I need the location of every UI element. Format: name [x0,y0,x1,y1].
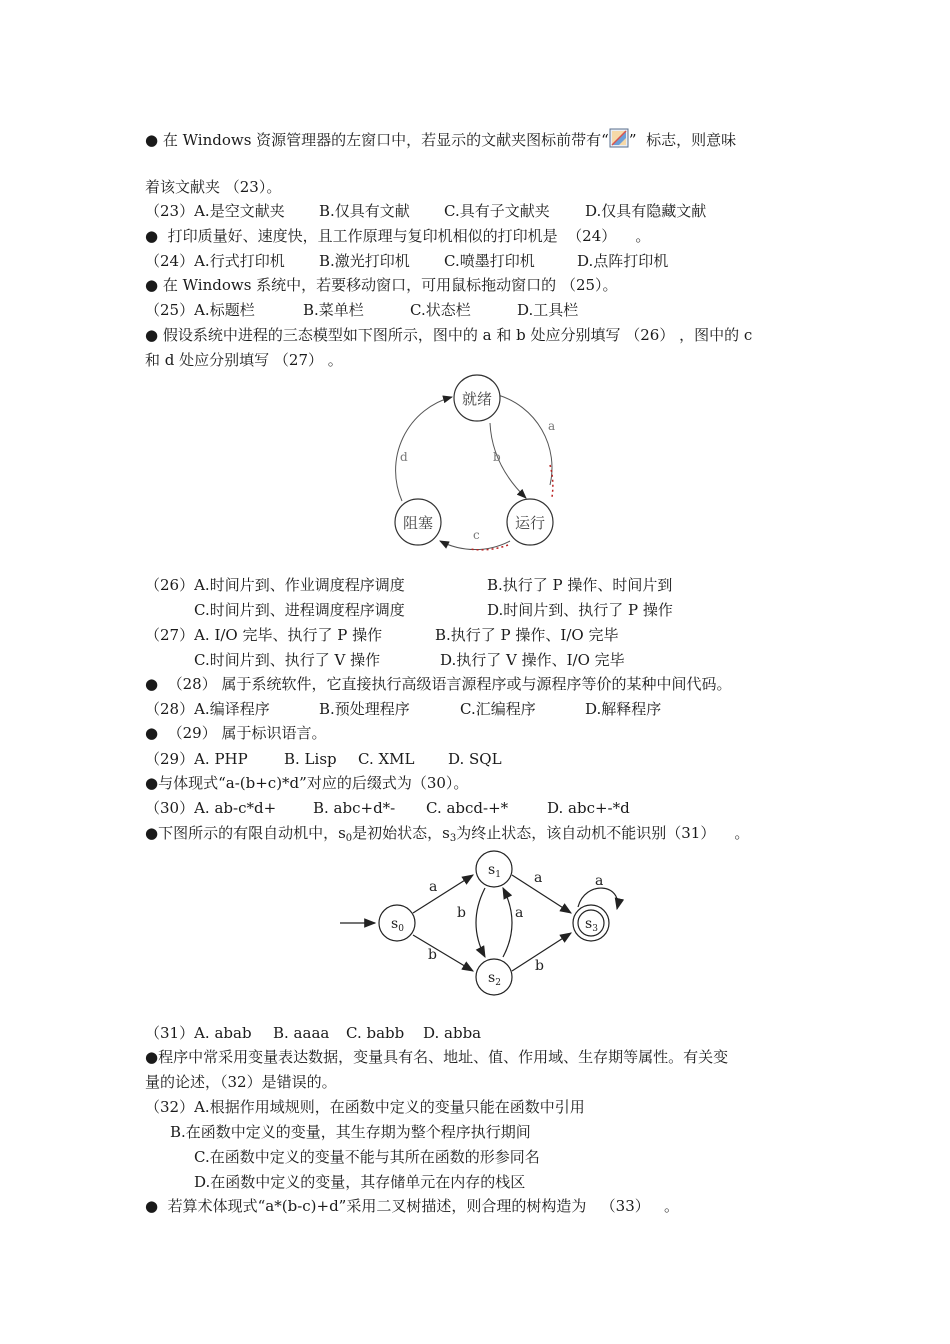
q23-option-c: C.具有子文献夹 [444,202,550,220]
q31-stem-part1: ●下图所示的有限自动机中，s [145,824,346,842]
q31-option-c: C. babb [346,1024,405,1042]
q30-option-c: C. abcd-+* [426,799,509,817]
q28-option-a: （28）A.编译程序 [145,700,270,718]
q31-option-d: D. abba [423,1024,482,1042]
q33-stem: ● 若算术体现式“a*(b-c)+d”采用二叉树描述，则合理的树构造为 （33） 。 [145,1197,680,1215]
q30-option-b: B. abc+d*- [313,799,396,817]
edge-s3-loop-label: a [595,873,604,889]
q28-option-c: C.汇编程序 [460,700,536,718]
q28-option-d: D.解释程序 [585,700,662,718]
process-state-diagram [380,365,580,555]
state-s3-label: $s_3$ [585,916,598,934]
q31-stem-part3: 为终止状态，该自动机不能识别（31） 。 [456,824,750,842]
edge-c [440,541,510,550]
q27-option-a: （27）A. I/O 完毕、执行了 P 操作 [145,626,383,644]
q28-stem: ● （28） 属于系统软件，它直接执行高级语言源程序或与源程序等价的某种中间代码。 [145,675,732,693]
finite-automaton-diagram [335,845,635,1005]
q26-27-stem-line1: ● 假设系统中进程的三态模型如下图所示，图中的 a 和 b 处应分别填写 （26） ，图中的 c [145,326,753,344]
q24-option-b: B.激光打印机 [319,252,410,270]
q32-option-d: D.在函数中定义的变量，其存储单元在内存的栈区 [194,1173,526,1191]
q24-stem: ● 打印质量好、速度快，且工作原理与复印机相似的打印机是 （24） 。 [145,227,651,245]
q23-stem-text-b: ” 标志，则意味 [628,131,737,149]
q29-option-a: （29）A. PHP [145,750,248,768]
edge-b-label: b [493,450,501,464]
q32-option-c: C.在函数中定义的变量不能与其所在函数的形参同名 [194,1148,540,1166]
q32-option-b: B.在函数中定义的变量，其生存期为整个程序执行期间 [170,1123,531,1141]
edge-s2-s1 [503,888,512,957]
q31-stem-sub0: 0 [345,833,353,844]
edge-s2-s1-label: a [515,905,524,921]
q29-stem: ● （29） 属于标识语言。 [145,724,327,742]
q30-option-a: （30）A. ab-c*d+ [145,799,277,817]
state-s2-label: $s_2$ [488,970,501,988]
q25-option-a: （25）A.标题栏 [145,301,255,319]
q32-stem-line1: ●程序中常采用变量表达数据，变量具有名、地址、值、作用域、生存期等属性。有关变 [145,1048,729,1066]
q31-stem-part2: 是初始状态，s [352,824,450,842]
edge-d [396,397,452,501]
edge-s2-s3-label: b [535,958,544,974]
edge-s0-s1-label: a [429,879,438,895]
q29-option-c: C. XML [358,750,415,768]
edge-a-label: a [548,419,556,433]
node-running-label: 运行 [514,514,546,532]
q26-27-stem-line2: 和 d 处应分别填写 （27） 。 [145,351,343,369]
node-blocked-label: 阻塞 [402,514,434,532]
edge-s1-s3-label: a [534,870,543,886]
state-s1-label: $s_1$ [488,862,501,880]
q26-option-a: （26）A.时间片到、作业调度程序调度 [145,576,405,594]
q32-stem-line2: 量的论述，（32）是错误的。 [145,1073,337,1091]
folder-icon [609,128,629,148]
q23-option-a: （23）A.是空文献夹 [145,202,285,220]
q30-option-d: D. abc+-*d [547,799,630,817]
q25-stem: ● 在 Windows 系统中，若要移动窗口，可用鼠标拖动窗口的 （25）。 [145,276,618,294]
q26-option-c: C.时间片到、进程调度程序调度 [194,601,405,619]
edge-s0-s2-label: b [428,947,437,963]
q27-option-d: D.执行了 V 操作、I/O 完毕 [440,651,625,669]
edge-d-label: d [400,450,408,464]
q23-option-b: B.仅具有文献 [319,202,410,220]
q23-stem-line2: 着该文献夹 （23）。 [145,178,282,196]
q31-option-b: B. aaaa [273,1024,330,1042]
q28-option-b: B.预处理程序 [319,700,410,718]
q26-option-b: B.执行了 P 操作、时间片到 [487,576,673,594]
q32-option-a: （32）A.根据作用域规则，在函数中定义的变量只能在函数中引用 [145,1098,585,1116]
edge-c-label: c [473,528,480,542]
edge-s1-s2 [476,888,485,957]
q31-option-a: （31）A. abab [145,1024,252,1042]
q29-option-d: D. SQL [448,750,502,768]
q23-stem-text-a: ● 在 Windows 资源管理器的左窗口中，若显示的文献夹图标前带有“ [145,131,609,149]
node-ready-label: 就绪 [461,390,493,408]
q27-option-c: C.时间片到、执行了 V 操作 [194,651,381,669]
edge-s0-s2 [413,935,473,971]
edge-a [498,395,552,485]
edge-s1-s2-label: b [457,905,466,921]
q31-stem-sub3: 3 [449,833,457,844]
q26-option-d: D.时间片到、执行了 P 操作 [487,601,673,619]
q27-option-b: B.执行了 P 操作、I/O 完毕 [435,626,619,644]
q25-option-d: D.工具栏 [517,301,579,319]
q23-option-d: D.仅具有隐藏文献 [585,202,707,220]
q24-option-d: D.点阵打印机 [577,252,669,270]
state-s0-label: $s_0$ [391,916,404,934]
q25-option-b: B.菜单栏 [303,301,364,319]
q29-option-b: B. Lisp [284,750,337,768]
q24-option-a: （24）A.行式打印机 [145,252,285,270]
q25-option-c: C.状态栏 [410,301,471,319]
q23-stem-line1 [145,128,736,150]
q30-stem: ●与体现式“a-(b+c)*d”对应的后缀式为（30）。 [145,774,469,792]
q24-option-c: C.喷墨打印机 [444,252,535,270]
